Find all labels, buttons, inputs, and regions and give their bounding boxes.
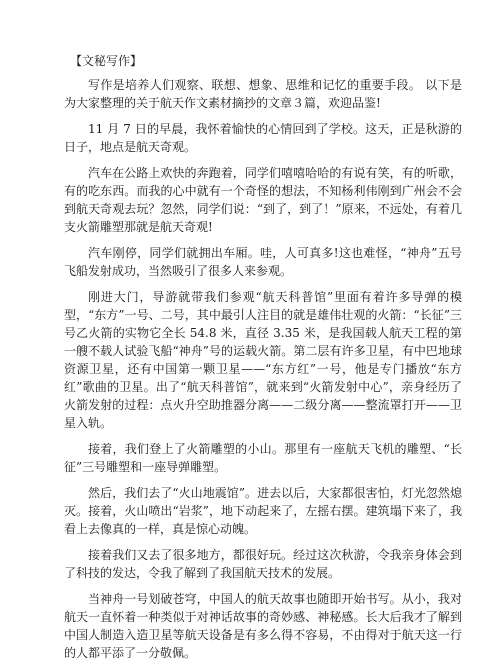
paragraph: 然后，我们去了“火山地震馆”。进去以后，大家都很害怕，灯光忽然熄灭。接着，火山喷出“岩浆”，地下动起来了，左摇右摆。建筑塌下来了，我看上去像真的一样，真是惊心动魄。 [64, 486, 462, 536]
paragraph: 当神舟一号划破苍穹，中国人的航天故事也随即开始书写。从小，我对航天一直怀着一种类似于对神话故事的奇妙感、神秘感。长大后我才了解到中国人制造入造卫星等航天设备是有多么得不容易，不由得对于航天这一行的人都平添了一分敬佩。 [64, 592, 462, 660]
paragraph: 汽车在公路上欢快的奔跑着，同学们嘻嘻哈哈的有说有笑，有的听歌，有的吃东西。而我的心中就有一个奇怪的想法，不知杨利伟刚到广州会不会到航天奇观去玩？忽然，同学们说：“到了，到了！”原来，不远处，有着几支火箭雕塑那就是航天奇观! [64, 166, 462, 234]
paragraph: 写作是培养人们观察、联想、想象、思维和记忆的重要手段。 以下是为大家整理的关于航天作文素材摘抄的文章３篇，欢迎品鉴! [64, 78, 462, 110]
paragraph: 接着，我们登上了火箭雕塑的小山。那里有一座航天飞机的雕塑、“长征”三号雕塑和一座导弹雕塑。 [64, 442, 462, 474]
paragraph: 接着我们又去了很多地方，都很好玩。经过这次秋游，令我亲身体会到了科技的发达，令我了解到了我国航天技术的发展。 [64, 548, 462, 580]
document-title: 【文秘写作】 [70, 54, 143, 68]
paragraph: 11 月 7 日的早晨，我怀着愉快的心情回到了学校。这天，正是秋游的日子，地点是航天奇观。 [64, 122, 462, 154]
paragraph: 刚进大门，导游就带我们参观“航天科普馆”里面有着许多导弹的模型，“东方”一号、二号，其中最引人注目的就是雄伟壮观的火箭：“长征”三号乙火箭的实物它全长 54.8 米，直径 3.35 米，是我国载人航天工程的第一艘不载人试验飞船“神舟”号的运载火箭。第二层有许多卫星，有中巴地球资源卫星，还有中国第一颗卫星——“东方红”一号，他是专门播放“东方红”歌曲的卫星。出了“航天科普馆”，就来到“火箭发射中心”，亲身经历了火箭发射的过程：点火升空助推器分离——二级分离——整流罩打开——卫星入轨。 [64, 290, 462, 430]
paragraph: 汽车刚停，同学们就拥出车厢。哇，人可真多!这也难怪，“神舟”五号飞船发射成功，当然吸引了很多人来参观。 [64, 246, 462, 278]
